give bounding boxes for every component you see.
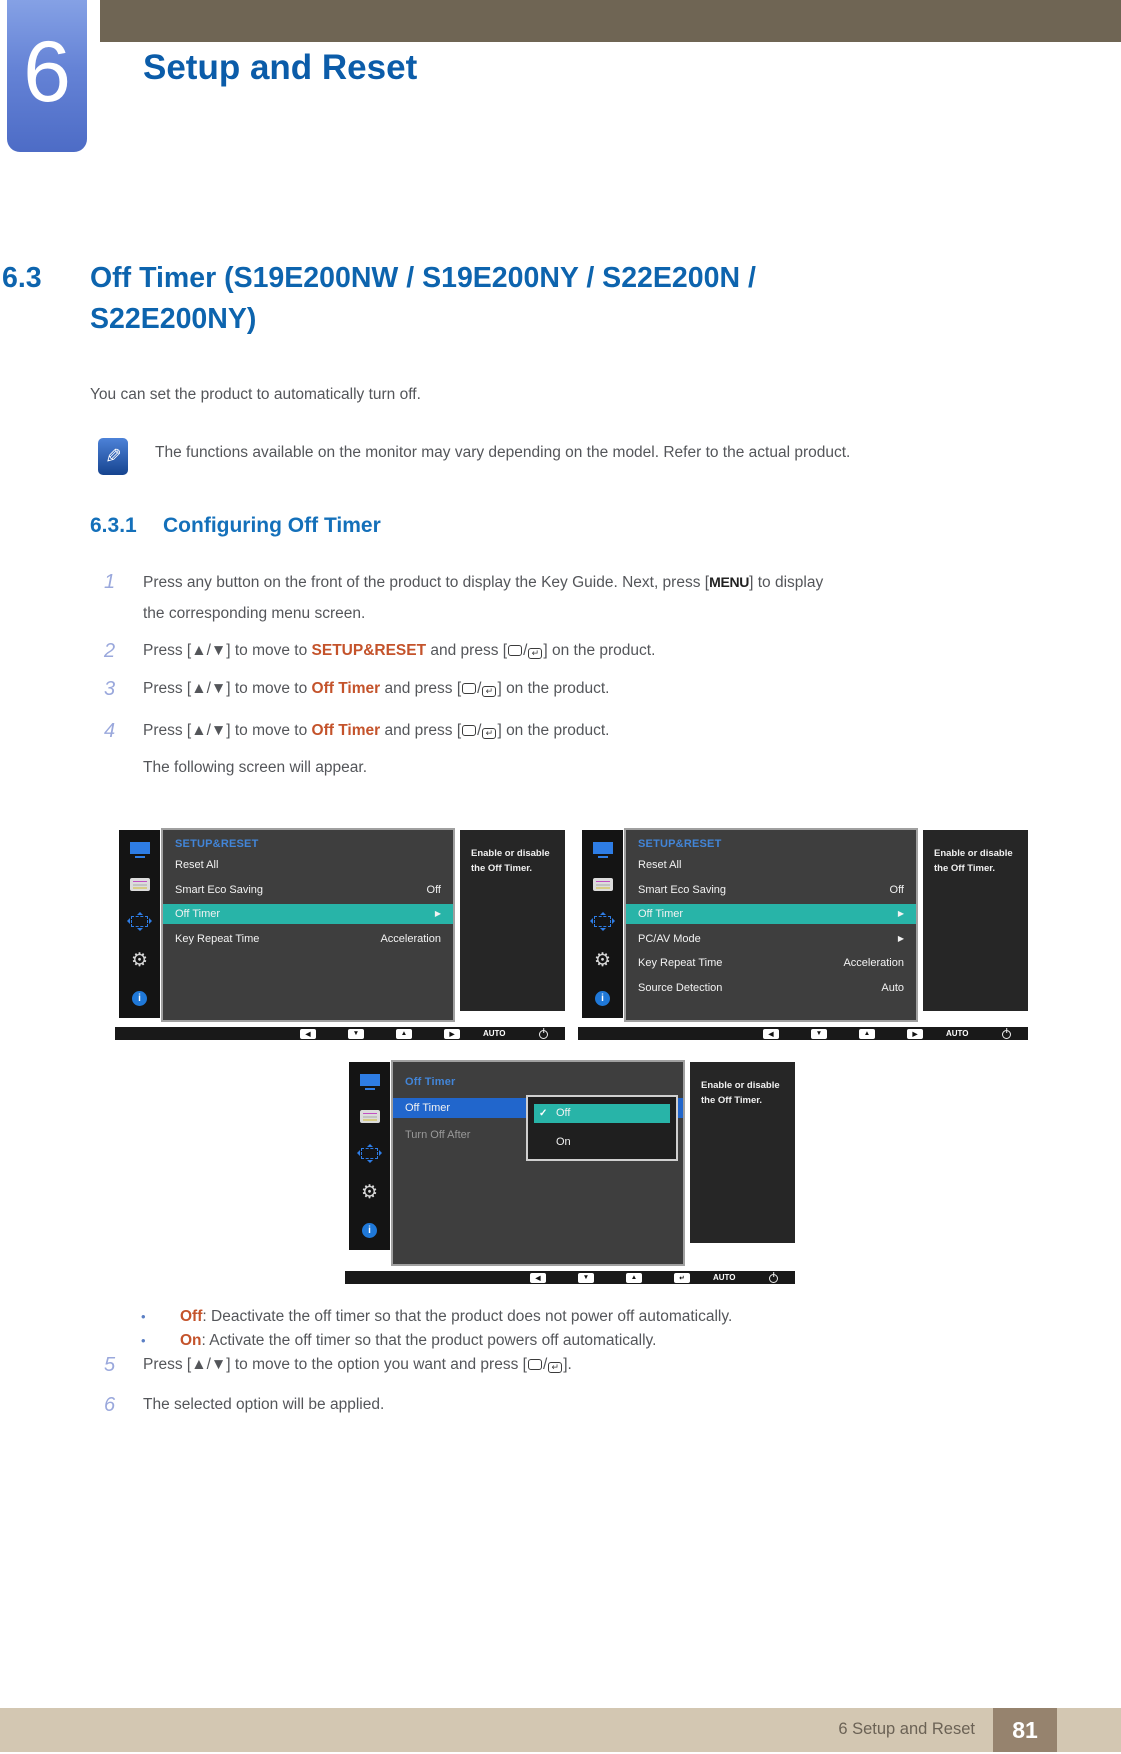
bullet-text: Off: Deactivate the off timer so that the product does not power off automatically. [180,1308,733,1325]
nav-right-button-icon: ▶ [444,1029,460,1039]
osd-sidebar [119,830,160,1018]
osd-item-value: Off [426,883,441,896]
osd-item-label: Source Detection [638,981,723,994]
chapter-number-box [7,0,87,152]
nav-up-button-icon: ▲ [859,1029,875,1039]
step-5 [90,1353,1035,1377]
enter-button-icon: ↵ [548,1362,562,1373]
osd-menu-panel [624,828,918,1022]
section-heading [2,258,835,340]
top-brown-bar [100,0,1121,42]
nav-up-button-icon: ▲ [396,1029,412,1039]
step-text [143,1353,1035,1377]
osd-info-panel [460,830,565,1011]
jog-button-icon [462,683,476,694]
text-segment: and press [ [426,642,508,659]
osd-sidebar [582,830,623,1018]
step-3 [90,677,1035,701]
footer-chapter-label: 6 Setup and Reset [838,1720,975,1738]
nav-left-button-icon: ◀ [763,1029,779,1039]
osd-item-label: Off Timer [405,1102,451,1114]
text-segment: ] to display [749,574,824,591]
bullet-icon: • [141,1333,146,1348]
step-text [143,677,1035,701]
osd-item-label: Off Timer [638,908,684,920]
jog-button-icon [508,645,522,656]
osd-menu-panel [161,828,455,1022]
bullet-text: On: Activate the off timer so that the product powers off automatically. [180,1332,657,1349]
submenu-arrow-icon: ▶ [434,909,441,918]
text-segment: / [523,642,528,659]
osd-menu-item [626,855,916,875]
osd-nav-bar [115,1027,565,1040]
picture-icon [360,1074,380,1086]
step-2 [90,639,1035,663]
osd-item-value: Acceleration [843,957,904,969]
osd-item-label: Smart Eco Saving [638,883,727,896]
osd-item-value: Off [889,883,904,896]
text-segment: Press [▲/▼] to move to [143,680,312,697]
popup-option-off [534,1104,670,1123]
information-icon: i [595,991,610,1006]
step-text [143,756,1035,780]
intro-text: You can set the product to automatically turn off. [90,386,421,403]
step-text [143,639,1035,663]
text-segment: MENU [709,574,750,590]
step-text [143,1393,1035,1417]
nav-up-button-icon: ▲ [626,1273,642,1283]
step-number [90,756,143,780]
power-icon [769,1274,778,1283]
step-continuation [90,602,1035,626]
nav-down-button-icon: ▼ [578,1273,594,1283]
information-icon: i [362,1223,377,1238]
osd-menu-panel [391,1060,685,1266]
osd-screen [578,828,1028,1022]
footer-bar [0,1708,1121,1752]
step-continuation [90,756,1035,780]
text-segment: Press [▲/▼] to move to [143,642,312,659]
note-icon [98,438,128,475]
popup-option-label: On [556,1136,571,1148]
jog-button-icon [462,725,476,736]
osd-item-label: Reset All [638,859,682,871]
bullet-item [90,1305,1035,1329]
osd-screen [345,1060,795,1266]
text-segment: and press [ [380,680,462,697]
osd-menu-item [163,929,453,949]
osd-info-text: Enable or disable the Off Timer. [471,848,550,875]
section-title: Off Timer (S19E200NW / S19E200NY / S22E200N / S22E200NY) [90,262,756,335]
osd-nav-bar [345,1271,795,1284]
osd-item-label: Key Repeat Time [175,932,260,945]
popup-option-label: Off [556,1107,571,1119]
nav-left-button-icon: ◀ [300,1029,316,1039]
picture-icon [130,842,150,854]
enter-button-icon: ↵ [482,728,496,739]
text-segment: Press any button on the front of the product to display the Key Guide. Next, press [ [143,574,710,591]
page-number: 81 [1012,1716,1038,1743]
text-segment: The selected option will be applied. [143,1396,385,1413]
osd-menu-item [626,953,916,973]
text-segment: / [542,1356,548,1373]
nav-right-button-icon: ▶ [907,1029,923,1039]
step-number [90,602,143,626]
osd-info-text: Enable or disable the Off Timer. [934,848,1013,875]
osd-item-value: Auto [881,981,904,994]
step-6 [90,1393,1035,1417]
pencil-icon: ✎ [104,446,122,468]
subsection-heading [90,514,381,538]
enter-button-icon: ↵ [528,648,542,659]
size-position-icon [131,916,148,927]
nav-down-button-icon: ▼ [811,1029,827,1039]
submenu-arrow-icon: ▶ [897,909,904,918]
section-number: 6.3 [2,262,42,294]
text-segment: ] on the product. [497,680,610,697]
osd-menu-item [626,904,916,924]
subsection-title: Configuring Off Timer [163,514,381,537]
osd-menu-item [626,929,916,949]
size-position-icon [594,916,611,927]
osd-screenshot-setup-reset-1 [115,828,565,1040]
picture-icon [593,842,613,854]
setup-reset-gear-icon: ⚙ [130,950,149,972]
step-text [143,570,1035,595]
osd-sidebar [349,1062,390,1250]
nav-auto-label: AUTO [713,1273,736,1282]
size-position-icon [361,1148,378,1159]
bullet-label: Off [180,1308,203,1325]
osd-menu-title: SETUP&RESET [638,838,722,850]
osd-menu-item [626,880,916,900]
text-segment: Press [▲/▼] to move to the option you want and press [ [143,1356,527,1373]
enter-button-icon: ↵ [482,686,496,697]
osd-menu-item [163,904,453,924]
osd-item-label: Smart Eco Saving [175,883,264,896]
off-timer-popup [526,1095,678,1161]
chapter-number: 6 [23,24,71,120]
osd-menu-title: SETUP&RESET [175,838,259,850]
page-number-box [993,1708,1057,1752]
setup-reset-gear-icon: ⚙ [593,950,612,972]
text-segment: the corresponding menu screen. [143,605,366,622]
popup-option-on [534,1133,670,1152]
onscreen-display-icon [360,1110,380,1123]
osd-item-label: Off Timer [175,908,221,920]
bullet-label: On [180,1332,202,1349]
nav-left-button-icon: ◀ [530,1273,546,1283]
osd-info-panel [690,1062,795,1243]
bullet-icon: • [141,1309,146,1324]
nav-down-button-icon: ▼ [348,1029,364,1039]
text-segment: / [477,722,482,739]
steps-list-1 [90,570,1035,780]
osd-item-label: PC/AV Mode [638,932,701,945]
nav-enter-button-icon: ↵ [674,1273,690,1283]
step-4 [90,719,1035,743]
osd-nav-bar [578,1027,1028,1040]
note-text: The functions available on the monitor may vary depending on the model. Refer to the actual product. [155,444,851,461]
osd-screen [115,828,565,1022]
setup-reset-gear-icon: ⚙ [360,1182,379,1204]
step-1 [90,570,1035,595]
osd-item-label: Turn Off After [405,1129,471,1141]
text-segment: SETUP&RESET [311,642,427,659]
step-number: 4 [104,720,116,742]
osd-menu-item [163,880,453,900]
step-number: 6 [104,1394,116,1416]
power-icon [539,1030,548,1039]
text-segment: Press [▲/▼] to move to [143,722,312,739]
step-text [143,719,1035,743]
text-segment: Off Timer [311,722,381,739]
text-segment: The following screen will appear. [143,759,368,776]
nav-auto-label: AUTO [483,1029,506,1038]
step-number: 1 [104,571,116,593]
nav-auto-label: AUTO [946,1029,969,1038]
text-segment: ] on the product. [497,722,610,739]
bullet-item [90,1329,1035,1353]
subsection-number: 6.3.1 [90,514,137,537]
osd-menu-item [163,855,453,875]
jog-button-icon [528,1359,542,1370]
osd-screenshot-off-timer [345,1060,795,1284]
step-number: 5 [104,1354,116,1376]
step-number: 2 [104,640,116,662]
power-icon [1002,1030,1011,1039]
osd-info-panel [923,830,1028,1011]
text-segment: ] on the product. [543,642,656,659]
step-text [143,602,1035,626]
osd-item-value: Acceleration [380,932,441,945]
check-icon: ✓ [539,1108,548,1119]
osd-item-label: Reset All [175,859,219,871]
onscreen-display-icon [130,878,150,891]
text-segment: / [477,680,482,697]
text-segment: ]. [563,1356,572,1373]
text-segment: Off Timer [311,680,381,697]
information-icon: i [132,991,147,1006]
chapter-title: Setup and Reset [143,48,418,87]
osd-info-text: Enable or disable the Off Timer. [701,1080,780,1107]
submenu-arrow-icon: ▶ [897,933,904,943]
steps-list-2 [90,1305,1035,1433]
step-number: 3 [104,678,116,700]
osd-item-label: Key Repeat Time [638,957,723,969]
text-segment: and press [ [380,722,462,739]
onscreen-display-icon [593,878,613,891]
osd-screenshot-setup-reset-2 [578,828,1028,1040]
osd-menu-item [626,978,916,998]
osd-menu-title: Off Timer [405,1076,456,1088]
